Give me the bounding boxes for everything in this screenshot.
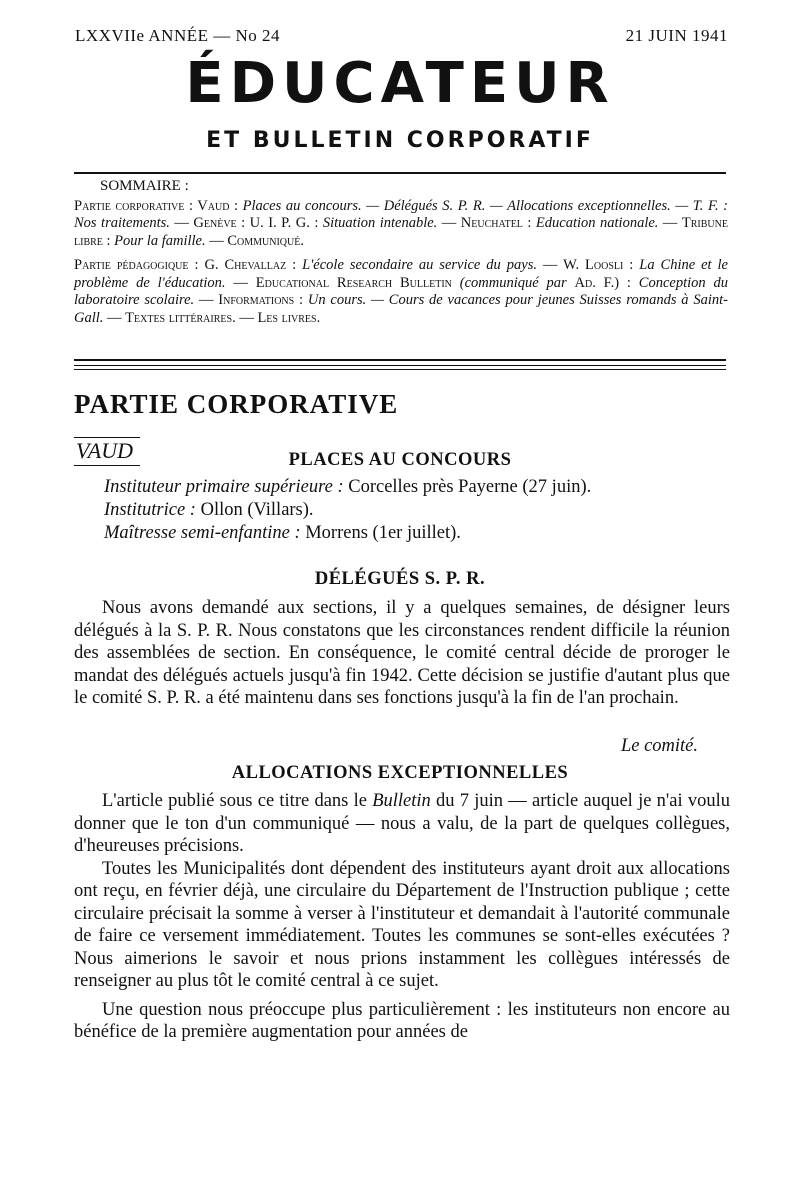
paragraph: L'article publié sous ce titre dans le Bulletin du 7 juin — article auquel je n'ai voulu donner que le ton d'un communiqué — nous a valu, de la part de quelques collègues, d'heureuses précisions.: [74, 791, 730, 856]
paragraph: Nous avons demandé aux sections, il y a quelques semaines, de désigner leurs délégués à la S. P. R. Nous constatons que les circonstances rendent difficile la réunion des assemblées de section. En conséquence, le comité central décide de proroger le mandat des délégués actuels jusqu'à fin 1942. Cette décision se justifie d'autant plus que le comité S. P. R. a été maintenu dans ses fonctions jusqu'à la fin de l'an prochain.: [74, 598, 730, 708]
list-item: Maîtresse semi-enfantine : Morrens (1er juillet).: [104, 523, 461, 543]
sommaire-pedagogique: Partie pédagogique : G. Chevallaz : L'école secondaire au service du pays. — W. Loosli : La Chine et le problème de l'éducation. — Educational Research Bulletin (communiqué par Ad. F.) : Conception du laboratoire scolaire. — Informations : Un cours. — Cours de vacances pour jeunes Suisses romands à Saint-Gall. — Textes littéraires. — Les livres.: [74, 257, 728, 326]
table-of-contents: [74, 178, 728, 327]
sommaire-label: SOMMAIRE :: [100, 178, 189, 194]
places-list: [104, 476, 591, 545]
masthead-title: ÉDUCATEUR: [185, 51, 615, 116]
allocations-article: [74, 790, 730, 1044]
issue-date: 21 JUIN 1941: [625, 26, 728, 45]
delegues-heading: DÉLÉGUÉS S. P. R.: [314, 569, 486, 589]
signature: Le comité.: [620, 736, 698, 756]
list-item: Institutrice : Ollon (Villars).: [104, 500, 314, 520]
allocations-heading: ALLOCATIONS EXCEPTIONNELLES: [231, 763, 569, 783]
places-heading: PLACES AU CONCOURS: [288, 450, 512, 470]
paragraph: Une question nous préoccupe plus particulièrement : les instituteurs non encore au bénéfice de la première augmentation pour années de: [74, 999, 730, 1042]
canton-label: VAUD: [76, 438, 134, 463]
sommaire-divider-thin: [74, 369, 726, 370]
sommaire-corporative: Partie corporative : Vaud : Places au concours. — Délégués S. P. R. — Allocations exceptionnelles. — T. F. : Nos traitements. — Genève : U. I. P. G. : Situation intenable. — Neuchatel : Education nationale. — Tribune libre : Pour la famille. — Communiqué.: [74, 197, 728, 249]
paragraph: Toutes les Municipalités dont dépendent des instituteurs ayant droit aux allocations ont reçu, en février déjà, une circulaire du Département de l'Instruction publique ; cette circulaire précisait la somme à verser à l'instituteur et demandait à l'autorité communale de faire ce versement immédiatement. Toutes les communes se sont-elles exécutées ? Nous aimerions le savoir et nous prions instamment les collègues intéressés de renseigner au plus tôt le comité central à ce sujet.: [74, 858, 730, 991]
list-item: Instituteur primaire supérieure : Corcelles près Payerne (27 juin).: [104, 477, 592, 497]
delegues-article: [74, 597, 730, 710]
sommaire-divider-thin: [74, 365, 726, 366]
section-title: PARTIE CORPORATIVE: [74, 389, 399, 419]
issue-number: LXXVIIe ANNÉE — No 24: [75, 26, 281, 45]
masthead-divider: [74, 172, 726, 174]
masthead-subtitle: ET BULLETIN CORPORATIF: [206, 128, 594, 153]
sommaire-divider: [74, 359, 726, 361]
